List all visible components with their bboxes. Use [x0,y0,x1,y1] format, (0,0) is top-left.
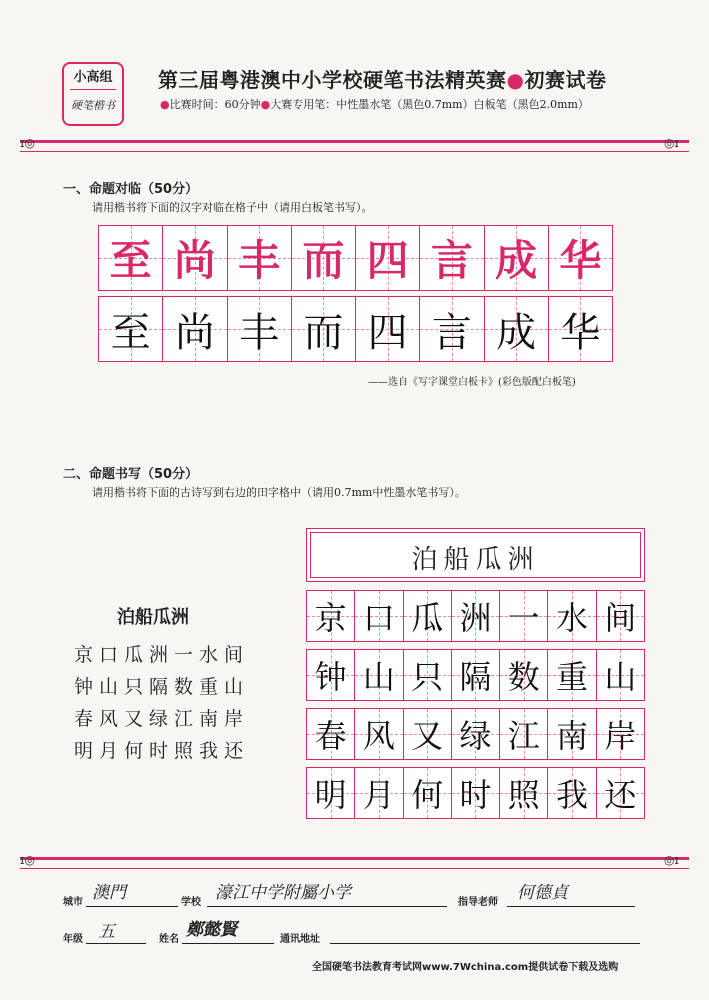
grid-cell [452,709,500,759]
grid-cell [228,226,292,290]
grid-cell [404,768,452,818]
grid-character: 又 [411,717,444,755]
grid-cell [99,226,163,290]
grid-cell [548,768,596,818]
grade-underline [86,942,146,944]
grid-character: 间 [604,599,637,637]
grid-character: 山 [362,658,395,696]
city-underline [86,905,178,907]
info-pen: 大赛专用笔：中性墨水笔（黑色0.7mm）白板笔（黑色2.0mm） [270,98,589,111]
source-citation: ——选自《写字课堂白板卡》(彩色版配白板笔) [368,377,576,388]
poem-text [74,640,249,763]
section2-instruction: 请用楷书将下面的古诗写到右边的田字格中（请用0.7mm中性墨水笔书写）。 [92,486,466,499]
grid-character: 时 [459,776,492,814]
school-value[interactable]: 濠江中学附屬小学 [215,883,351,903]
title-sub: 初赛试卷 [524,68,607,92]
grid-character: 华 [560,309,601,356]
school-underline [207,905,447,907]
page-title [158,64,606,93]
grid-cell [355,591,403,641]
grid-character: 华 [559,236,602,285]
grid-cell [597,768,644,818]
grid-character: 水 [556,599,589,637]
grid-cell [548,650,596,700]
teacher-underline [507,905,635,907]
grid-character: 尚 [174,309,215,356]
grid-cell [420,297,484,361]
grid-character: 瓜 [411,599,444,637]
poem-line: 钟山只隔数重山 [74,676,250,698]
grid-character: 只 [411,658,444,696]
grid-character: 一 [507,599,540,637]
address-underline [330,942,640,944]
poem-line: 明月何时照我还 [74,740,250,762]
grid-cell [99,297,163,361]
grid-character: 风 [362,717,395,755]
grid-character: 明 [314,776,347,814]
answer-title-text: 泊船瓜洲 [411,545,540,575]
info-time: 比赛时间：60分钟 [169,98,261,111]
grid-character: 何 [411,776,444,814]
grid-cell [356,297,420,361]
grid-character: 丰 [239,309,280,356]
grid-cell [500,650,548,700]
grid-character: 我 [556,776,589,814]
poem-line: 春风又绿江南岸 [74,708,250,730]
grid-cell [355,650,403,700]
badge-divider [70,89,116,90]
header-divider [20,140,689,152]
grid-character: 岸 [604,717,637,755]
grid-character: 春 [314,717,347,755]
grid-character: 四 [367,309,408,356]
grid-cell [292,297,356,361]
grid-cell [355,709,403,759]
grid-cell [597,650,644,700]
grid-cell [404,650,452,700]
grid-character: 四 [366,236,409,285]
city-label: 城市 [63,897,83,908]
grid-character: 言 [431,309,472,356]
grid-character: 言 [430,236,473,285]
grid-character: 南 [556,717,589,755]
ornament-left-icon: ɪ◎ [20,853,35,867]
grid-cell [307,768,355,818]
footer-note: 全国硬笔书法教育考试网www.7Wchina.com提供试卷下载及选购 [312,962,619,973]
answer-row-4 [306,767,645,819]
grid-cell [500,591,548,641]
address-label: 通讯地址 [280,934,320,945]
grid-character: 尚 [173,236,216,285]
name-value[interactable]: 鄭懿賢 [186,920,237,940]
copy-grid [98,296,613,362]
grid-cell [307,650,355,700]
grid-cell [404,591,452,641]
ornament-left-icon: ɪ◎ [20,136,35,150]
info-dot-1: ● [160,98,170,111]
grid-character: 数 [507,658,540,696]
grid-character: 而 [302,236,345,285]
city-value[interactable]: 澳門 [92,883,126,903]
teacher-value[interactable]: 何德貞 [517,883,568,903]
grid-cell [500,768,548,818]
poem-line: 京口瓜洲一水间 [74,644,250,666]
grid-cell [452,768,500,818]
answer-row-3 [306,708,645,760]
grid-cell [597,709,644,759]
grid-cell [452,591,500,641]
badge-style-label: 硬笔楷书 [71,99,115,112]
grid-cell [549,226,612,290]
model-grid [98,225,613,291]
answer-title-box [306,528,645,582]
grid-character: 还 [604,776,637,814]
name-underline [182,942,274,944]
grid-character: 至 [110,309,151,356]
school-label: 学校 [181,897,201,908]
grid-character: 钟 [314,658,347,696]
grid-cell [420,226,484,290]
badge-group-label: 小高组 [73,70,113,85]
grid-cell [307,709,355,759]
grid-character: 成 [495,236,538,285]
category-badge [62,62,124,126]
teacher-label: 指导老师 [458,897,498,908]
exam-info [160,96,589,112]
grid-character: 洲 [459,599,492,637]
grid-character: 照 [507,776,540,814]
grid-character: 至 [109,236,152,285]
grid-cell [356,226,420,290]
section1-heading: 一、命题对临（50分） [63,182,199,197]
ornament-right-icon: ◎ɪ [664,853,679,867]
ornament-right-icon: ◎ɪ [664,136,679,150]
grid-character: 丰 [238,236,281,285]
grid-cell [228,297,292,361]
info-dot-2: ● [260,98,271,111]
grid-character: 月 [362,776,395,814]
grid-character: 隔 [459,658,492,696]
grid-character: 绿 [459,717,492,755]
grid-cell [163,226,227,290]
grid-cell [485,297,549,361]
grid-character: 京 [314,599,347,637]
grid-cell [485,226,549,290]
grid-cell [549,297,612,361]
grade-value[interactable]: 五 [98,922,115,942]
poem-title: 泊船瓜洲 [117,607,189,628]
grid-character: 重 [556,658,589,696]
grid-cell [307,591,355,641]
name-label: 姓名 [159,934,179,945]
grid-cell [548,709,596,759]
grid-cell [452,650,500,700]
grid-cell [355,768,403,818]
answer-row-2 [306,649,645,701]
title-main: 第三届粤港澳中小学校硬笔书法精英赛 [158,68,507,92]
grid-cell [548,591,596,641]
grid-cell [500,709,548,759]
grid-character: 成 [496,309,537,356]
grid-cell [597,591,644,641]
grid-cell [292,226,356,290]
grid-character: 山 [604,658,637,696]
grid-cell [404,709,452,759]
answer-row-1 [306,590,645,642]
section2-heading: 二、命题书写（50分） [63,467,199,482]
grid-character: 江 [507,717,540,755]
grid-character: 口 [362,599,395,637]
title-dot: ● [506,68,525,92]
grid-character: 而 [303,309,344,356]
grid-cell [163,297,227,361]
grade-label: 年级 [63,934,83,945]
footer-divider [20,857,689,869]
section1-instruction: 请用楷书将下面的汉字对临在格子中（请用白板笔书写）。 [92,201,373,214]
